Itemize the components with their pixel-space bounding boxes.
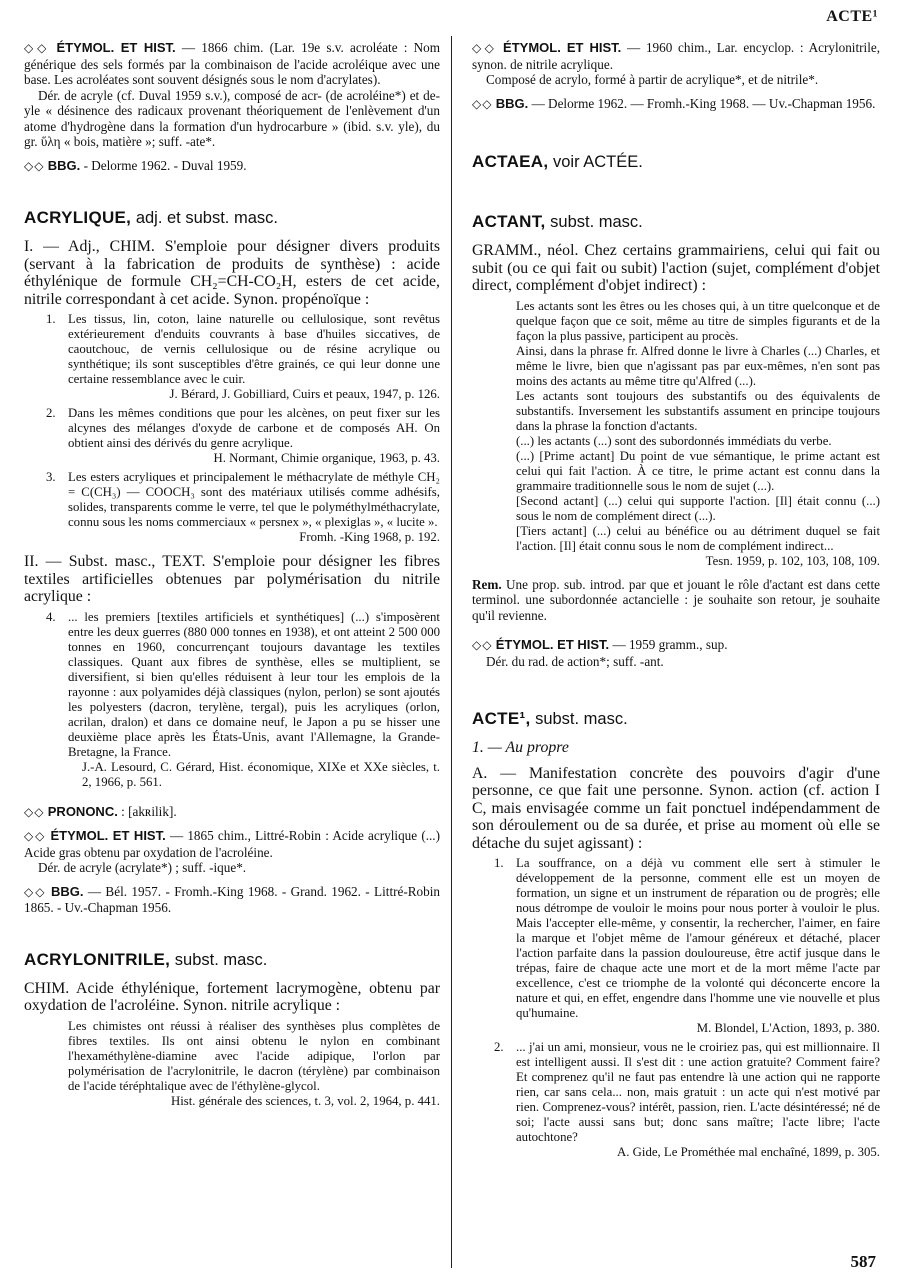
diamond-icon: ◇◇ (24, 804, 45, 819)
actant-remark (472, 577, 880, 624)
etymology-text: — 1865 chim., Littré-Robin : Acide acrylique (...) Acide gras obtenu par oxydation de l'acroléine. (24, 828, 440, 860)
diamond-icon: ◇◇ (472, 638, 493, 652)
entry-acrylonitrile-heading (24, 950, 440, 970)
quote-paragraph: [Tiers actant] (...) celui au bénéfice ou au détriment duquel se fait l'action. [Il] était connu sous le nom de complément indirect... (516, 523, 880, 553)
actant-quote (472, 299, 880, 569)
etymology-text: — 1866 chim. (Lar. 19e s.v. acroléate : Nom générique des sels formés par la combinaison de l'acide acroléique avec une base. Les acroléates sont souvent désignés sous le nom d'acrylates). (24, 40, 440, 87)
diamond-icon: ◇◇ (24, 884, 47, 899)
quote-paragraph: Ainsi, dans la phrase fr. Alfred donne le livre à Charles (...) Charles, et même le livre, bien que n'agissant pas par eux-mêmes, n'en sont pas moins des actants au même titre qu'Alfred (...). (516, 343, 880, 388)
acrylique-derivation: Dér. de acryle (acrylate*) ; suff. -ique*. (38, 860, 247, 875)
quote-paragraph: (...) [Prime actant] Du point de vue sémantique, le prime actant est celui qui fait l'action. À ce titre, le prime actant est connu dans la grammaire traditionnelle sous le nom de sujet (...). (516, 448, 880, 493)
example-text: Dans les mêmes conditions que pour les alcènes, on peut fixer sur les alcynes des mélanges d'oxyde de carbone et de composés AH. On obtient ainsi des dérivés du genre acrylique. (68, 406, 440, 450)
etymology-label: ÉTYMOL. ET HIST. (56, 40, 176, 55)
diamond-icon: ◇◇ (24, 829, 47, 843)
etymology-label: ÉTYMOL. ET HIST. (503, 40, 622, 55)
actant-derivation: Dér. du rad. de action*; suff. -ant. (486, 653, 664, 669)
example-text: Les esters acryliques et principalement le méthacrylate de méthyle CH₂ = C(CH₃) — COOCH₃ sont des matériaux utilisés comme adhésifs, solides, transparents comme le verre, tel que le polyméthylméthacrylate, connu sous les noms commerciaux « persnex », « plexiglas », « lucite ». (68, 470, 440, 529)
etymology-label: ÉTYMOL. ET HIST. (495, 637, 610, 652)
quote-paragraph: Les actants sont les êtres ou les choses qui, à un titre quelconque et de quelque façon que ce soit, même au titre de simples figurants et de la façon la plus passive, participent au procès. (516, 298, 880, 343)
example-text: ... les premiers [textiles artificiels et synthétiques] (...) s'imposèrent entre les deux guerres (880 000 tonnes en 1938), et ont atteint 2 500 000 tonnes en 1960, concurrençant toujours davantage les textiles classiques. Quant aux fibres de synthèse, elles se multiplient, se diversifient, si bien qu'elles réduisent à leur tour les emplois de la rayonne : aux polyamides déjà classiques (nylon, perlon) se sont ajoutés les polyesters (dacron, terylène, tergal), puis les acryliques (orlon, acrilan, dralon) et dans ce domaine neuf, le Japon a pu se hisser une deuxième place après les États-Unis, avant l'Allemagne, la Grande-Bretagne, la France. (68, 609, 440, 759)
cross-reference: voir ACTÉE. (553, 153, 643, 171)
quote-text: Les chimistes ont réussi à réaliser des synthèses plus complètes de fibres textiles. Ils ont ainsi obtenu le nylon en combinant l'hexaméthylène-diamine avec l'acide adipique, l'orlon par polymérisation de l'acrylonitrile, le dacron (térylène) par combinaison de l'acide téréphtalique avec de l'éthylène-glycol. (68, 1018, 440, 1093)
example-source: M. Blondel, L'Action, 1893, p. 380. (696, 1021, 880, 1035)
example (24, 470, 440, 545)
entry-actant-heading (472, 212, 880, 232)
bibliography-label: BBG. (50, 883, 84, 899)
acrylonitrile-definition: CHIM. Acide éthylénique, fortement lacrymogène, obtenu par oxydation de l'acroléine. Synon. nitrile acrylique : (24, 979, 440, 1014)
example-text: La souffrance, on a déjà vu comment elle sert à stimuler le développement de la personne, comment elle est un moyen de formation, un signe et un instrument de réparation ou de progrès; elle nous détrompe de vouloir le moins pour nous porter à vouloir le plus. Mais l'accepter elle-même, y consentir, la rechercher, l'aimer, en faire la marque et l'objet même de l'amour généreux et détaché, placer l'action parfaite dans la passion douloureuse, être actif jusque dans le trépas, faire de chaque acte une mort et de la mort même l'acte par excellence, c'est ce triomphe de la volonté qui déconcerte encore la nature et qui, en effet, engendre dans l'homme une vie nouvelle et plus qu'humaine. (516, 856, 880, 1020)
part-of-speech: subst. masc. (174, 950, 268, 969)
diamond-icon: ◇◇ (472, 41, 498, 55)
example-number: 2. (46, 406, 56, 420)
example-number: 3. (46, 470, 56, 484)
entry-acte-heading (472, 709, 880, 729)
pronunciation-label: PRONONC. (47, 803, 118, 819)
acrylonitrile-derivation: Composé de acrylo, formé à partir de acrylique*, et de nitrile*. (486, 72, 819, 87)
example-number: 2. (494, 1040, 504, 1054)
example (24, 610, 440, 790)
right-column (472, 40, 880, 1160)
example-source: J.-A. Lesourd, C. Gérard, Hist. économique, XIXe et XXe siècles, t. 2, 1966, p. 561. (82, 759, 440, 789)
example-source: Fromh. -King 1968, p. 192. (299, 530, 440, 544)
acrylique-etymology (24, 828, 440, 860)
bibliography-text: - Delorme 1962. - Duval 1959. (83, 157, 247, 173)
example-source: H. Normant, Chimie organique, 1963, p. 43. (213, 451, 440, 465)
quote-paragraph: Les actants sont toujours des substantifs ou des équivalents de substantifs. Inversement les substantifs assument en principe toujours dans la phrase la fonction d'actants. (516, 388, 880, 433)
headword: ACRYLIQUE, (24, 208, 132, 227)
etymology-label: ÉTYMOL. ET HIST. (50, 828, 166, 843)
acte-sense-a: A. — Manifestation concrète des pouvoirs d'agir d'une personne, ce que fait une personne. Synon. action (cf. action I C, mais envisagée comme un fait ponctuel indépendamment de son déroulement ou de sa durée, et prise au moment où elle se détache du sujet agissant) : (472, 764, 880, 852)
part-of-speech: subst. masc. (535, 710, 628, 728)
left-column (24, 40, 440, 1109)
column-divider (451, 36, 452, 1268)
running-head: ACTE¹ (826, 8, 878, 25)
bibliography-label: BBG. (495, 95, 529, 111)
actant-definition: GRAMM., néol. Chez certains grammairiens, celui qui fait ou subit (ou ce qui fait ou subit) l'action (sujet, complément d'objet direct, complément d'objet indirect) : (472, 242, 880, 294)
acrylonitrile-etymology (472, 40, 880, 72)
part-of-speech: adj. et subst. masc. (135, 209, 278, 227)
acrylonitrile-bibliography (472, 96, 880, 113)
example-number: 1. (46, 312, 56, 326)
bibliography-text: — Delorme 1962. — Fromh.-King 1968. — Uv.-Chapman 1956. (531, 95, 876, 111)
quote-source: Tesn. 1959, p. 102, 103, 108, 109. (705, 553, 880, 568)
acrylate-bibliography (24, 158, 440, 175)
quote-paragraph: [Second actant] (...) celui qui supporte l'action. [Il] était connu (...) sous le nom de complément direct (...). (516, 493, 880, 523)
example-source: A. Gide, Le Prométhée mal enchaîné, 1899, p. 305. (617, 1145, 880, 1159)
example (472, 856, 880, 1036)
remark-label: Rem. (472, 576, 502, 592)
example (24, 406, 440, 466)
page-number: 587 (850, 1252, 876, 1271)
acrylate-derivation: Dér. de acryle (cf. Duval 1959 s.v.), composé de acr- (de acroléine*) et de-yle « désinence des radicaux provenant théoriquement de l'enlèvement d'un atome d'hydrogène dans la formation d'un hydrocarbure » (ibid. s.v. yle), du gr. ὕλη « bois, matière »; suff. -ate*. (24, 87, 440, 149)
diamond-icon: ◇◇ (24, 41, 51, 55)
acrylique-sense-1: I. — Adj., CHIM. S'emploie pour désigner divers produits (servant à la fabrication de produits de synthèse) : acide éthylénique de formule CH₂=CH-CO₂H, esters de cet acide, nitrile correspondant à cet acide. Synon. propénoïque : (24, 238, 440, 308)
diamond-icon: ◇◇ (472, 96, 493, 111)
example (472, 1040, 880, 1160)
example-text: Les tissus, lin, coton, laine naturelle ou cellulosique, sont revêtus extérieurement d'enduits couvrants à base d'huiles siccatives, de caoutchouc, de vernis cellulosique ou de résine acrylique ou synthétique; ils sont susceptibles d'être grainés, ce qui leur donne une certaine ressemblance avec le cuir. (68, 312, 440, 386)
etymology-text: — 1959 gramm., sup. (612, 637, 728, 652)
quote-source: Hist. générale des sciences, t. 3, vol. 2, 1964, p. 441. (170, 1093, 440, 1108)
acrylique-bibliography (24, 884, 440, 916)
bibliography-label: BBG. (47, 157, 81, 173)
headword: ACTE¹, (472, 709, 531, 728)
headword: ACRYLONITRILE, (24, 949, 171, 969)
acrylique-pronunciation (24, 804, 440, 821)
acrylonitrile-quote (24, 1019, 440, 1109)
actant-etymology (472, 637, 880, 654)
example-source: J. Bérard, J. Gobilliard, Cuirs et peaux, 1947, p. 126. (169, 387, 440, 401)
entry-actaea-heading (472, 152, 880, 172)
headword: ACTAEA, (472, 152, 549, 171)
acte-sense-1: 1. — Au propre (472, 739, 569, 756)
example-number: 1. (494, 856, 504, 870)
entry-acrylique-heading (24, 208, 440, 228)
diamond-icon: ◇◇ (24, 158, 45, 173)
acrylique-sense-2: II. — Subst. masc., TEXT. S'emploie pour désigner les fibres textiles artificielles obtenues par polymérisation du nitrile acrylique : (24, 553, 440, 605)
headword: ACTANT, (472, 212, 546, 231)
example-number: 4. (46, 609, 56, 624)
part-of-speech: subst. masc. (550, 213, 643, 231)
remark-text: Une prop. sub. introd. par que et jouant le rôle d'actant est dans cette terminol. une subordonnée actancielle : je souhaite son retour, je souhaite qu'il revienne. (472, 576, 880, 623)
quote-paragraph: (...) les actants (...) sont des subordonnés immédiats du verbe. (516, 433, 832, 448)
acrylate-etymology (24, 40, 440, 88)
example (24, 312, 440, 402)
etymology-text: — 1960 chim., Lar. encyclop. : Acrylonitrile, synon. de nitrile acrylique. (472, 40, 881, 72)
bibliography-text: — Bél. 1957. - Fromh.-King 1968. - Grand. 1962. - Littré-Robin 1865. - Uv.-Chapman 1956. (24, 883, 440, 915)
example-text: ... j'ai un ami, monsieur, vous ne le croiriez pas, qui est millionnaire. Il est intelligent aussi. Il s'est dit : une action gratuite? Comment faire? Et comprenez qu'il ne faut pas entendre là une action qui ne rapporte rien, car sans cela... non, mais gratuit : un acte qui n'est motivé par rien. Comprenez-vous? intérêt, passion, rien. L'acte désintéressé; né de soi; l'acte aussi sans but; donc sans maître; l'acte libre; l'acte autochtone? (516, 1040, 880, 1144)
pronunciation-text: : [akʀilik]. (121, 803, 177, 819)
